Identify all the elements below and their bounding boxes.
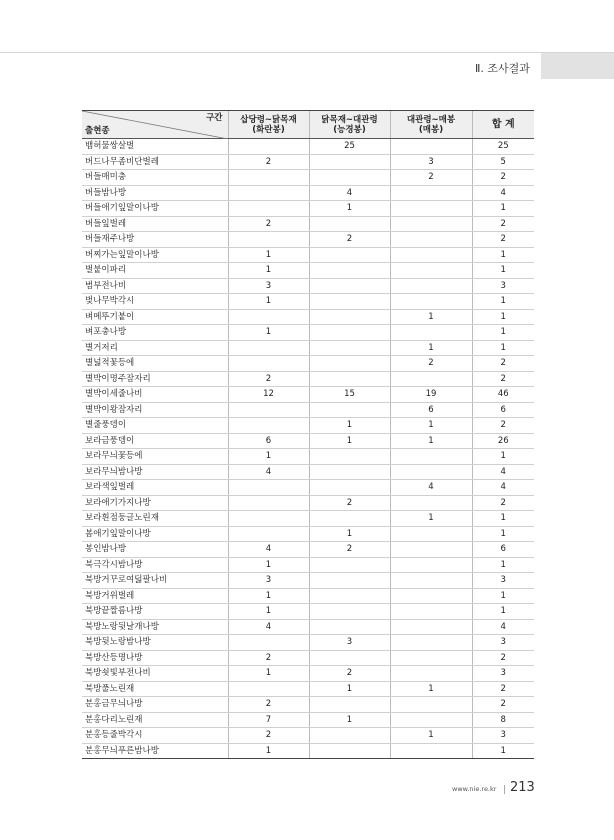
total-cell: 3	[472, 278, 534, 294]
table-row	[82, 216, 534, 232]
table-row	[82, 387, 534, 403]
maebong-cell	[390, 712, 472, 728]
neunggyeongbong-cell: 3	[309, 635, 390, 651]
hwaranbong-cell: 2	[228, 216, 309, 232]
table-row	[82, 588, 534, 604]
species-cell: 버들잎벌레	[82, 216, 228, 232]
maebong-cell	[390, 201, 472, 217]
hwaranbong-cell	[228, 309, 309, 325]
maebong-cell	[390, 666, 472, 682]
total-cell: 3	[472, 635, 534, 651]
hwaranbong-cell: 4	[228, 542, 309, 558]
total-cell: 2	[472, 232, 534, 248]
maebong-cell	[390, 588, 472, 604]
neunggyeongbong-cell: 2	[309, 495, 390, 511]
hwaranbong-cell: 1	[228, 247, 309, 263]
hwaranbong-cell: 2	[228, 650, 309, 666]
neunggyeongbong-cell: 2	[309, 542, 390, 558]
col-header-hwaranbong: 삽당령~닭목재 (화란봉)	[228, 111, 309, 139]
total-cell: 2	[472, 697, 534, 713]
species-cell: 북방끝짤름나방	[82, 604, 228, 620]
page-number: 213	[510, 780, 535, 795]
total-cell: 4	[472, 464, 534, 480]
table-row	[82, 201, 534, 217]
species-cell: 북방뒷노랑밤나방	[82, 635, 228, 651]
species-cell: 벌붙이파리	[82, 263, 228, 279]
species-cell: 보라무늬꽃등에	[82, 449, 228, 465]
maebong-cell	[390, 325, 472, 341]
footer-separator	[504, 785, 505, 794]
species-cell: 보라애기가지나방	[82, 495, 228, 511]
total-cell: 1	[472, 201, 534, 217]
table-row	[82, 557, 534, 573]
species-cell: 북방산등명나방	[82, 650, 228, 666]
neunggyeongbong-cell: 25	[309, 139, 390, 155]
species-col-label: 출현종	[85, 126, 110, 136]
species-cell: 북방노랑뒷날개나방	[82, 619, 228, 635]
species-cell: 벼포충나방	[82, 325, 228, 341]
table-row	[82, 526, 534, 542]
species-cell: 보라무늬밤나방	[82, 464, 228, 480]
table-row	[82, 712, 534, 728]
species-table	[82, 110, 534, 759]
total-cell: 1	[472, 263, 534, 279]
species-cell: 북방풀노린재	[82, 681, 228, 697]
total-cell: 4	[472, 185, 534, 201]
total-cell: 6	[472, 402, 534, 418]
species-cell: 보라흰점둥글노린재	[82, 511, 228, 527]
species-cell: 뱀허물쌍살벌	[82, 139, 228, 155]
hwaranbong-cell: 3	[228, 573, 309, 589]
species-cell: 버들매미충	[82, 170, 228, 186]
maebong-cell: 1	[390, 681, 472, 697]
total-cell: 1	[472, 604, 534, 620]
maebong-cell	[390, 619, 472, 635]
hwaranbong-cell	[228, 402, 309, 418]
maebong-cell	[390, 650, 472, 666]
maebong-cell	[390, 542, 472, 558]
section-label: Ⅱ. 조사결과	[475, 62, 530, 75]
total-cell: 1	[472, 247, 534, 263]
total-cell: 2	[472, 681, 534, 697]
total-cell: 2	[472, 495, 534, 511]
species-cell: 별거저리	[82, 340, 228, 356]
hwaranbong-cell: 6	[228, 433, 309, 449]
table-row	[82, 542, 534, 558]
species-cell: 별넓적꽃등에	[82, 356, 228, 372]
total-cell: 1	[472, 325, 534, 341]
species-cell: 봄애기잎말이나방	[82, 526, 228, 542]
table-row	[82, 418, 534, 434]
total-cell: 5	[472, 154, 534, 170]
hwaranbong-cell: 1	[228, 557, 309, 573]
hwaranbong-cell: 1	[228, 325, 309, 341]
neunggyeongbong-cell	[309, 216, 390, 232]
total-cell: 1	[472, 294, 534, 310]
hwaranbong-cell: 1	[228, 263, 309, 279]
hwaranbong-cell: 2	[228, 371, 309, 387]
maebong-cell	[390, 557, 472, 573]
hwaranbong-cell	[228, 635, 309, 651]
hwaranbong-cell: 2	[228, 697, 309, 713]
neunggyeongbong-cell	[309, 263, 390, 279]
neunggyeongbong-cell	[309, 604, 390, 620]
species-cell: 북방쇳빛부전나비	[82, 666, 228, 682]
hwaranbong-cell: 3	[228, 278, 309, 294]
table-row	[82, 402, 534, 418]
table-row	[82, 170, 534, 186]
total-cell: 2	[472, 371, 534, 387]
maebong-cell	[390, 449, 472, 465]
hwaranbong-cell: 12	[228, 387, 309, 403]
maebong-cell: 1	[390, 309, 472, 325]
maebong-cell: 4	[390, 480, 472, 496]
hwaranbong-cell: 1	[228, 666, 309, 682]
table-row	[82, 728, 534, 744]
maebong-cell: 3	[390, 154, 472, 170]
table-row	[82, 371, 534, 387]
neunggyeongbong-cell: 1	[309, 433, 390, 449]
maebong-cell: 1	[390, 511, 472, 527]
neunggyeongbong-cell	[309, 619, 390, 635]
maebong-cell	[390, 526, 472, 542]
maebong-cell	[390, 216, 472, 232]
maebong-cell	[390, 604, 472, 620]
table-row	[82, 480, 534, 496]
neunggyeongbong-cell: 1	[309, 526, 390, 542]
maebong-cell	[390, 573, 472, 589]
hwaranbong-cell: 2	[228, 728, 309, 744]
neunggyeongbong-cell	[309, 402, 390, 418]
total-cell: 1	[472, 526, 534, 542]
maebong-cell	[390, 294, 472, 310]
maebong-cell: 1	[390, 433, 472, 449]
neunggyeongbong-cell: 2	[309, 232, 390, 248]
total-cell: 26	[472, 433, 534, 449]
total-cell: 2	[472, 356, 534, 372]
maebong-cell: 6	[390, 402, 472, 418]
table-row	[82, 604, 534, 620]
total-cell: 6	[472, 542, 534, 558]
neunggyeongbong-cell: 2	[309, 666, 390, 682]
maebong-cell: 19	[390, 387, 472, 403]
total-cell: 2	[472, 216, 534, 232]
species-cell: 분홍다리노린재	[82, 712, 228, 728]
species-cell: 버드나무좀비단벌레	[82, 154, 228, 170]
table-row	[82, 340, 534, 356]
maebong-cell	[390, 139, 472, 155]
species-cell: 버들재주나방	[82, 232, 228, 248]
hwaranbong-cell	[228, 356, 309, 372]
hwaranbong-cell	[228, 170, 309, 186]
hwaranbong-cell: 4	[228, 464, 309, 480]
hwaranbong-cell	[228, 185, 309, 201]
total-cell: 1	[472, 340, 534, 356]
col-header-maebong: 대관령~매봉 (매봉)	[390, 111, 472, 139]
species-cell: 범부전나비	[82, 278, 228, 294]
total-cell: 8	[472, 712, 534, 728]
total-cell: 2	[472, 650, 534, 666]
hwaranbong-cell: 7	[228, 712, 309, 728]
table-row	[82, 666, 534, 682]
species-cell: 분홍무늬푸른밤나방	[82, 743, 228, 759]
species-cell: 분홍금무늬나방	[82, 697, 228, 713]
neunggyeongbong-cell	[309, 247, 390, 263]
hwaranbong-cell: 1	[228, 588, 309, 604]
maebong-cell	[390, 495, 472, 511]
table-header-row	[82, 111, 534, 139]
table-row	[82, 495, 534, 511]
neunggyeongbong-cell: 15	[309, 387, 390, 403]
hwaranbong-cell	[228, 480, 309, 496]
table-row	[82, 511, 534, 527]
species-cell: 벚나무박각시	[82, 294, 228, 310]
table-row	[82, 356, 534, 372]
table-row	[82, 697, 534, 713]
hwaranbong-cell: 1	[228, 604, 309, 620]
hwaranbong-cell	[228, 340, 309, 356]
neunggyeongbong-cell: 4	[309, 185, 390, 201]
table-row	[82, 681, 534, 697]
total-cell: 3	[472, 666, 534, 682]
section-col-label: 구간	[206, 113, 223, 123]
maebong-cell: 1	[390, 728, 472, 744]
species-cell: 북방거꾸로여덟팔나비	[82, 573, 228, 589]
footer-url: www.nie.re.kr	[452, 785, 497, 793]
maebong-cell	[390, 743, 472, 759]
table-row	[82, 154, 534, 170]
table-row	[82, 433, 534, 449]
species-cell: 버들애기잎말이나방	[82, 201, 228, 217]
table-row	[82, 263, 534, 279]
total-cell: 1	[472, 588, 534, 604]
neunggyeongbong-cell	[309, 294, 390, 310]
table-row	[82, 650, 534, 666]
maebong-cell	[390, 278, 472, 294]
species-cell: 버들밤나방	[82, 185, 228, 201]
table-row	[82, 232, 534, 248]
species-cell: 별박이세줄나비	[82, 387, 228, 403]
neunggyeongbong-cell: 1	[309, 712, 390, 728]
diagonal-header-cell	[82, 111, 228, 139]
table-row	[82, 294, 534, 310]
species-cell: 보라색잎벌레	[82, 480, 228, 496]
section-tab-block	[541, 53, 614, 79]
maebong-cell: 1	[390, 340, 472, 356]
table-row	[82, 278, 534, 294]
species-cell: 봉인밤나방	[82, 542, 228, 558]
neunggyeongbong-cell: 1	[309, 201, 390, 217]
neunggyeongbong-cell	[309, 588, 390, 604]
neunggyeongbong-cell	[309, 449, 390, 465]
total-cell: 4	[472, 619, 534, 635]
maebong-cell: 2	[390, 170, 472, 186]
table-row	[82, 573, 534, 589]
hwaranbong-cell	[228, 418, 309, 434]
maebong-cell	[390, 263, 472, 279]
table-row	[82, 449, 534, 465]
species-cell: 북극각시밤나방	[82, 557, 228, 573]
total-cell: 46	[472, 387, 534, 403]
species-cell: 보라금풍뎅이	[82, 433, 228, 449]
species-cell: 별줄풍뎅이	[82, 418, 228, 434]
neunggyeongbong-cell	[309, 170, 390, 186]
maebong-cell	[390, 464, 472, 480]
maebong-cell	[390, 185, 472, 201]
total-cell: 2	[472, 418, 534, 434]
neunggyeongbong-cell	[309, 480, 390, 496]
species-cell: 벼메뚜기붙이	[82, 309, 228, 325]
table-row	[82, 309, 534, 325]
neunggyeongbong-cell	[309, 278, 390, 294]
neunggyeongbong-cell	[309, 743, 390, 759]
maebong-cell: 1	[390, 418, 472, 434]
neunggyeongbong-cell	[309, 325, 390, 341]
neunggyeongbong-cell	[309, 557, 390, 573]
total-cell: 1	[472, 511, 534, 527]
table-row	[82, 619, 534, 635]
total-cell: 25	[472, 139, 534, 155]
neunggyeongbong-cell	[309, 728, 390, 744]
neunggyeongbong-cell: 1	[309, 681, 390, 697]
neunggyeongbong-cell	[309, 464, 390, 480]
hwaranbong-cell	[228, 681, 309, 697]
neunggyeongbong-cell	[309, 371, 390, 387]
table-row	[82, 743, 534, 759]
maebong-cell	[390, 697, 472, 713]
neunggyeongbong-cell	[309, 309, 390, 325]
neunggyeongbong-cell	[309, 511, 390, 527]
hwaranbong-cell: 4	[228, 619, 309, 635]
total-cell: 3	[472, 728, 534, 744]
species-cell: 별박이왕잠자리	[82, 402, 228, 418]
maebong-cell: 2	[390, 356, 472, 372]
table-row	[82, 325, 534, 341]
col-header-neunggyeongbong: 닭목재~대관령 (능경봉)	[309, 111, 390, 139]
species-cell: 분홍등줄박각시	[82, 728, 228, 744]
total-cell: 1	[472, 309, 534, 325]
hwaranbong-cell: 1	[228, 743, 309, 759]
maebong-cell	[390, 371, 472, 387]
total-cell: 2	[472, 170, 534, 186]
species-cell: 버찌가는잎말이나방	[82, 247, 228, 263]
total-cell: 4	[472, 480, 534, 496]
neunggyeongbong-cell	[309, 697, 390, 713]
table-row	[82, 247, 534, 263]
neunggyeongbong-cell	[309, 573, 390, 589]
hwaranbong-cell	[228, 495, 309, 511]
table-row	[82, 635, 534, 651]
hwaranbong-cell	[228, 139, 309, 155]
table-body	[82, 139, 534, 759]
neunggyeongbong-cell	[309, 356, 390, 372]
hwaranbong-cell	[228, 511, 309, 527]
col-header-total: 합 계	[472, 111, 534, 139]
maebong-cell	[390, 232, 472, 248]
species-cell: 별박이명주잠자리	[82, 371, 228, 387]
neunggyeongbong-cell	[309, 650, 390, 666]
total-cell: 3	[472, 573, 534, 589]
hwaranbong-cell	[228, 201, 309, 217]
table-row	[82, 185, 534, 201]
hwaranbong-cell: 2	[228, 154, 309, 170]
hwaranbong-cell: 1	[228, 294, 309, 310]
hwaranbong-cell: 1	[228, 449, 309, 465]
hwaranbong-cell	[228, 232, 309, 248]
total-cell: 1	[472, 449, 534, 465]
table-row	[82, 139, 534, 155]
total-cell: 1	[472, 557, 534, 573]
neunggyeongbong-cell	[309, 340, 390, 356]
species-cell: 북방거위벌레	[82, 588, 228, 604]
table-row	[82, 464, 534, 480]
neunggyeongbong-cell: 1	[309, 418, 390, 434]
neunggyeongbong-cell	[309, 154, 390, 170]
hwaranbong-cell	[228, 526, 309, 542]
maebong-cell	[390, 635, 472, 651]
total-cell: 1	[472, 743, 534, 759]
maebong-cell	[390, 247, 472, 263]
